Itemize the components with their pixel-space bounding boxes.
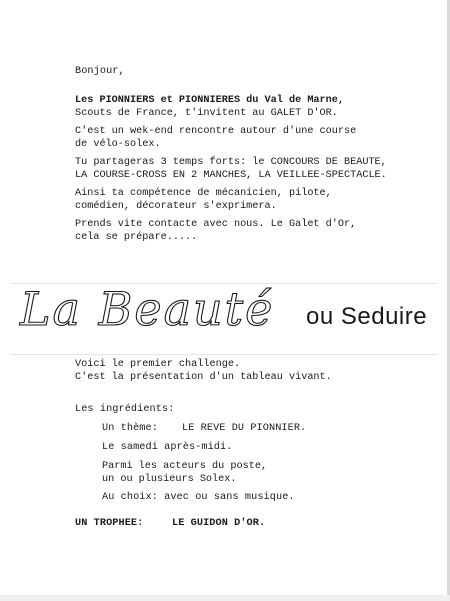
theme-value: LE REVE DU PIONNIER. [182, 423, 307, 434]
competence-paragraph [75, 188, 415, 213]
page-bottom-edge [0, 595, 450, 601]
title-banner [10, 283, 438, 355]
banner-title: La Beauté [20, 282, 275, 336]
weekend-paragraph [75, 126, 415, 151]
ingredients-label: Les ingrédients: [75, 404, 175, 415]
competence-line-1: Ainsi ta compétence de mécanicien, pilote, [75, 188, 332, 199]
contact-line-2: cela se prépare..... [75, 231, 198, 243]
intro-line-2: Scouts de France, t'invitent au GALET D'OR. [75, 107, 338, 119]
when-line: Le samedi après-midi. [102, 442, 233, 453]
theme-label: Un thème: [102, 423, 158, 434]
contact-line-1: Prends vite contacte avec nous. Le Galet d'Or, [75, 219, 357, 230]
greeting: Bonjour, [75, 66, 125, 77]
temps-line-2: LA COURSE-CROSS EN 2 MANCHES, LA VEILLEE-SPECTACLE. [75, 169, 387, 181]
intro-line-1: Les PIONNIERS et PIONNIERES du Val de Marne, [75, 95, 344, 106]
music-line: Au choix: avec ou sans musique. [102, 492, 295, 503]
intro-paragraph [75, 95, 415, 120]
banner-subtitle: ou Seduire [306, 303, 428, 330]
trophy-value: LE GUIDON D'OR. [172, 518, 266, 529]
trophy-label: UN TROPHEE: [75, 518, 144, 529]
temps-paragraph [75, 157, 415, 182]
weekend-line-1: C'est un wek-end rencontre autour d'une course [75, 126, 357, 137]
actors-line-1: Parmi les acteurs du poste, [102, 461, 268, 472]
temps-line-1: Tu partageras 3 temps forts: le CONCOURS DE BEAUTE, [75, 157, 387, 168]
challenge-paragraph [75, 359, 415, 384]
actors-paragraph [102, 461, 442, 486]
actors-line-2: un ou plusieurs Solex. [102, 473, 237, 485]
competence-line-2: comédien, décorateur s'exprimera. [75, 200, 277, 212]
challenge-line-1: Voici le premier challenge. [75, 359, 241, 370]
contact-paragraph [75, 219, 415, 244]
challenge-line-2: C'est la présentation d'un tableau vivant. [75, 371, 332, 383]
weekend-line-2: de vélo-solex. [75, 138, 161, 150]
